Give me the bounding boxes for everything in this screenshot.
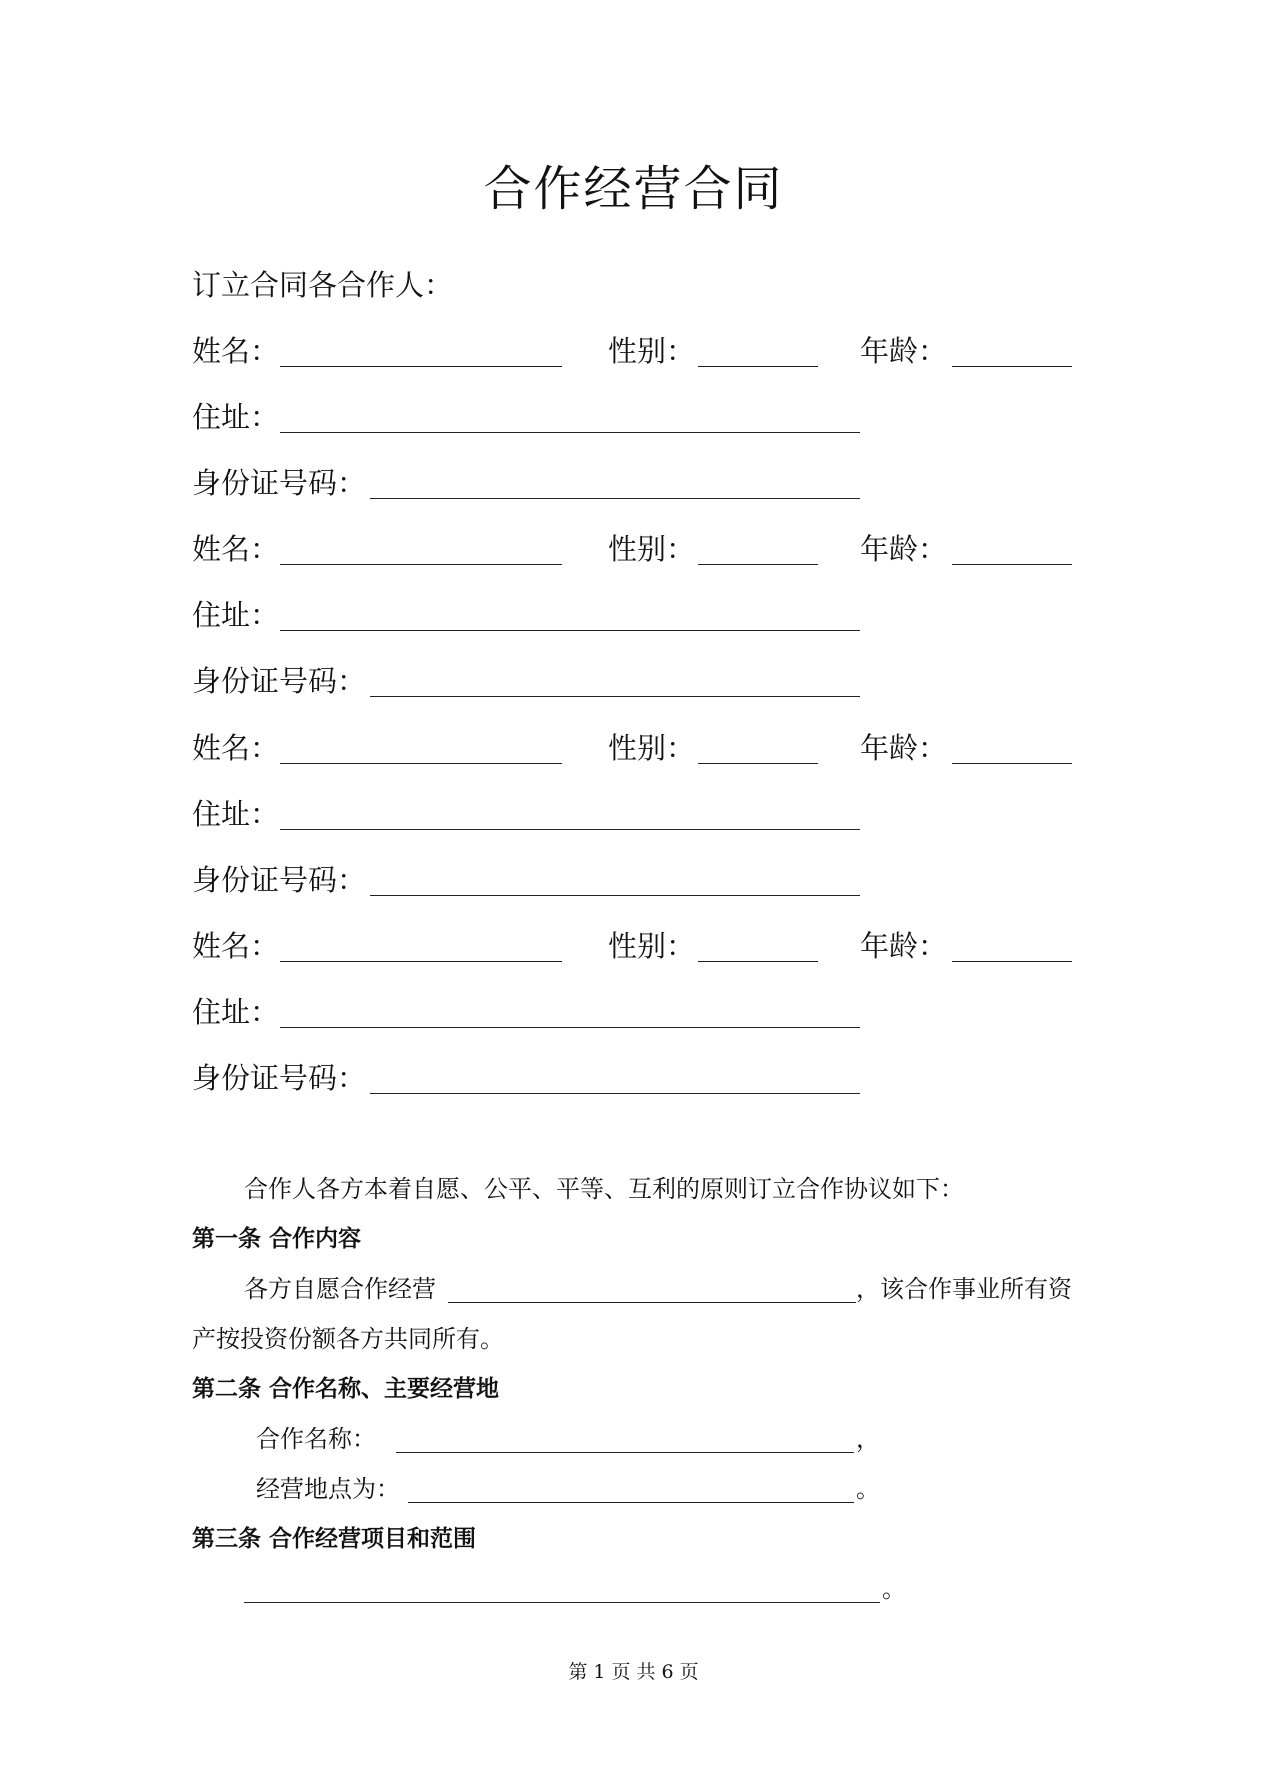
address-label: 住址： (192, 995, 280, 1029)
business-place-field[interactable] (408, 1502, 854, 1503)
gender-label: 性别： (608, 929, 696, 963)
gender-label: 性别： (608, 731, 696, 765)
address-label: 住址： (192, 400, 280, 434)
address-field[interactable] (280, 630, 860, 631)
address-field[interactable] (280, 432, 860, 433)
id-label: 身份证号码： (192, 466, 367, 500)
article-1-text-a: 各方自愿合作经营 (244, 1275, 436, 1303)
page-number: 第 1 页 共 6 页 (568, 1661, 699, 1683)
age-field[interactable] (952, 961, 1072, 962)
name-label: 姓名： (192, 731, 280, 765)
id-label: 身份证号码： (192, 664, 367, 698)
gender-field[interactable] (698, 366, 818, 367)
age-label: 年龄： (860, 731, 948, 765)
id-label: 身份证号码： (192, 1061, 367, 1095)
age-label: 年龄： (860, 929, 948, 963)
id-label: 身份证号码： (192, 863, 367, 897)
gender-label: 性别： (608, 532, 696, 566)
id-field[interactable] (370, 696, 860, 697)
address-field[interactable] (280, 829, 860, 830)
article-1-heading: 第一条 合作内容 (192, 1226, 362, 1252)
cooperation-name-end: ， (856, 1425, 880, 1453)
article-3-heading: 第三条 合作经营项目和范围 (192, 1526, 477, 1552)
cooperation-name-label: 合作名称： (256, 1425, 376, 1453)
address-field[interactable] (280, 1027, 860, 1028)
id-field[interactable] (370, 498, 860, 499)
name-field[interactable] (280, 763, 562, 764)
cooperation-content-field[interactable] (448, 1302, 856, 1303)
business-place-label: 经营地点为： (256, 1475, 400, 1503)
address-label: 住址： (192, 598, 280, 632)
name-field[interactable] (280, 366, 562, 367)
article-2-heading: 第二条 合作名称、主要经营地 (192, 1376, 500, 1402)
age-label: 年龄： (860, 334, 948, 368)
id-field[interactable] (370, 895, 860, 896)
business-scope-field[interactable] (244, 1602, 880, 1603)
cooperation-name-field[interactable] (396, 1452, 854, 1453)
gender-field[interactable] (698, 564, 818, 565)
intro-text: 订立合同各合作人： (192, 268, 454, 302)
gender-field[interactable] (698, 961, 818, 962)
age-field[interactable] (952, 564, 1072, 565)
name-label: 姓名： (192, 532, 280, 566)
article-1-text-b: ，该合作事业所有资 (856, 1275, 1072, 1303)
age-field[interactable] (952, 366, 1072, 367)
business-scope-end: 。 (882, 1575, 906, 1603)
name-field[interactable] (280, 961, 562, 962)
age-field[interactable] (952, 763, 1072, 764)
principle-paragraph: 合作人各方本着自愿、公平、平等、互利的原则订立合作协议如下： (244, 1175, 964, 1203)
document-title: 合作经营合同 (483, 161, 784, 217)
article-1-text-c: 产按投资份额各方共同所有。 (192, 1325, 504, 1353)
gender-label: 性别： (608, 334, 696, 368)
id-field[interactable] (370, 1093, 860, 1094)
gender-field[interactable] (698, 763, 818, 764)
name-label: 姓名： (192, 929, 280, 963)
name-field[interactable] (280, 564, 562, 565)
name-label: 姓名： (192, 334, 280, 368)
address-label: 住址： (192, 797, 280, 831)
business-place-end: 。 (856, 1475, 880, 1503)
age-label: 年龄： (860, 532, 948, 566)
